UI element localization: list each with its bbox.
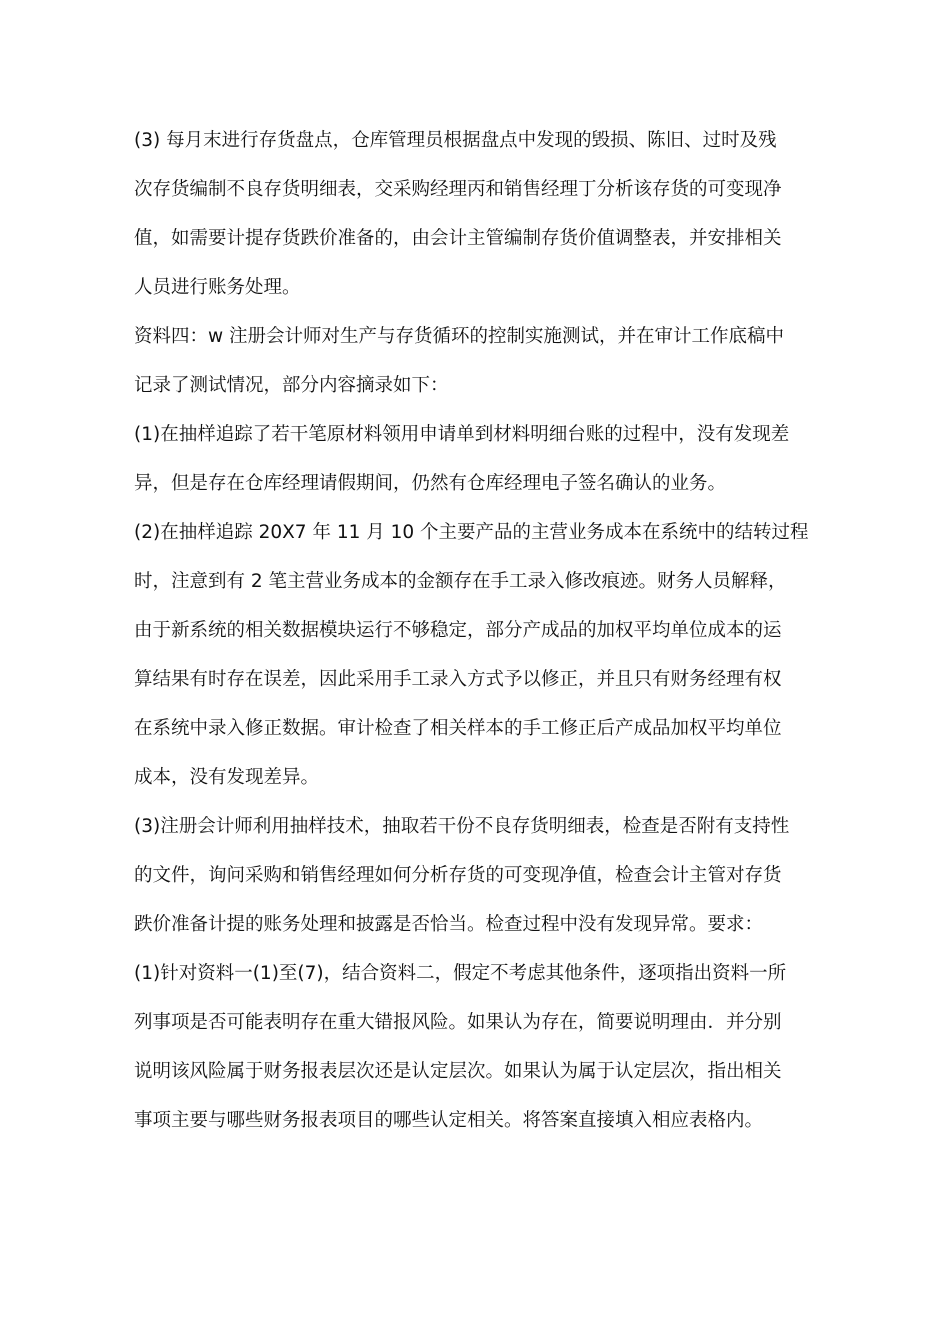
text-line: 成本，没有发现差异。 [134,767,320,788]
text-line: 列事项是否可能表明存在重大错报风险。如果认为存在，简要说明理由．并分别 [134,1012,782,1033]
text-line: 由于新系统的相关数据模块运行不够稳定，部分产成品的加权平均单位成本的运 [134,620,782,641]
text-line: 异，但是存在仓库经理请假期间，仍然有仓库经理电子签名确认的业务。 [134,473,727,494]
text-line: 值，如需要计提存货跌价准备的，由会计主管编制存货价值调整表，并安排相关 [134,228,782,249]
text-line: (1)针对资料一(1)至(7)，结合资料二，假定不考虑其他条件，逐项指出资料一所 [134,963,787,984]
text-line: 时，注意到有 2 笔主营业务成本的金额存在手工录入修改痕迹。财务人员解释， [134,571,787,592]
text-line: (1)在抽样追踪了若干笔原材料领用申请单到材料明细台账的过程中，没有发现差 [134,424,790,445]
document-body [134,116,824,1145]
text-line: 资料四：w 注册会计师对生产与存货循环的控制实施测试，并在审计工作底稿中 [134,326,785,347]
text-line: 人员进行账务处理。 [134,277,301,298]
text-line: 在系统中录入修正数据。审计检查了相关样本的手工修正后产成品加权平均单位 [134,718,782,739]
text-line: (2)在抽样追踪 20X7 年 11 月 10 个主要产品的主营业务成本在系统中的结转过程 [134,522,809,543]
text-line: 记录了测试情况，部分内容摘录如下： [134,375,449,396]
text-line: 的文件，询问采购和销售经理如何分析存货的可变现净值，检查会计主管对存货 [134,865,782,886]
text-line: 跌价准备计提的账务处理和披露是否恰当。检查过程中没有发现异常。要求： [134,914,764,935]
text-line: 说明该风险属于财务报表层次还是认定层次。如果认为属于认定层次，指出相关 [134,1061,782,1082]
text-line: (3) 每月末进行存货盘点，仓库管理员根据盘点中发现的毁损、陈旧、过时及残 [134,130,777,151]
text-line: 次存货编制不良存货明细表，交采购经理丙和销售经理丁分析该存货的可变现净 [134,179,782,200]
text-line: (3)注册会计师利用抽样技术，抽取若干份不良存货明细表，检查是否附有支持性 [134,816,790,837]
text-line: 算结果有时存在误差，因此采用手工录入方式予以修正，并且只有财务经理有权 [134,669,782,690]
text-line: 事项主要与哪些财务报表项目的哪些认定相关。将答案直接填入相应表格内。 [134,1110,764,1131]
